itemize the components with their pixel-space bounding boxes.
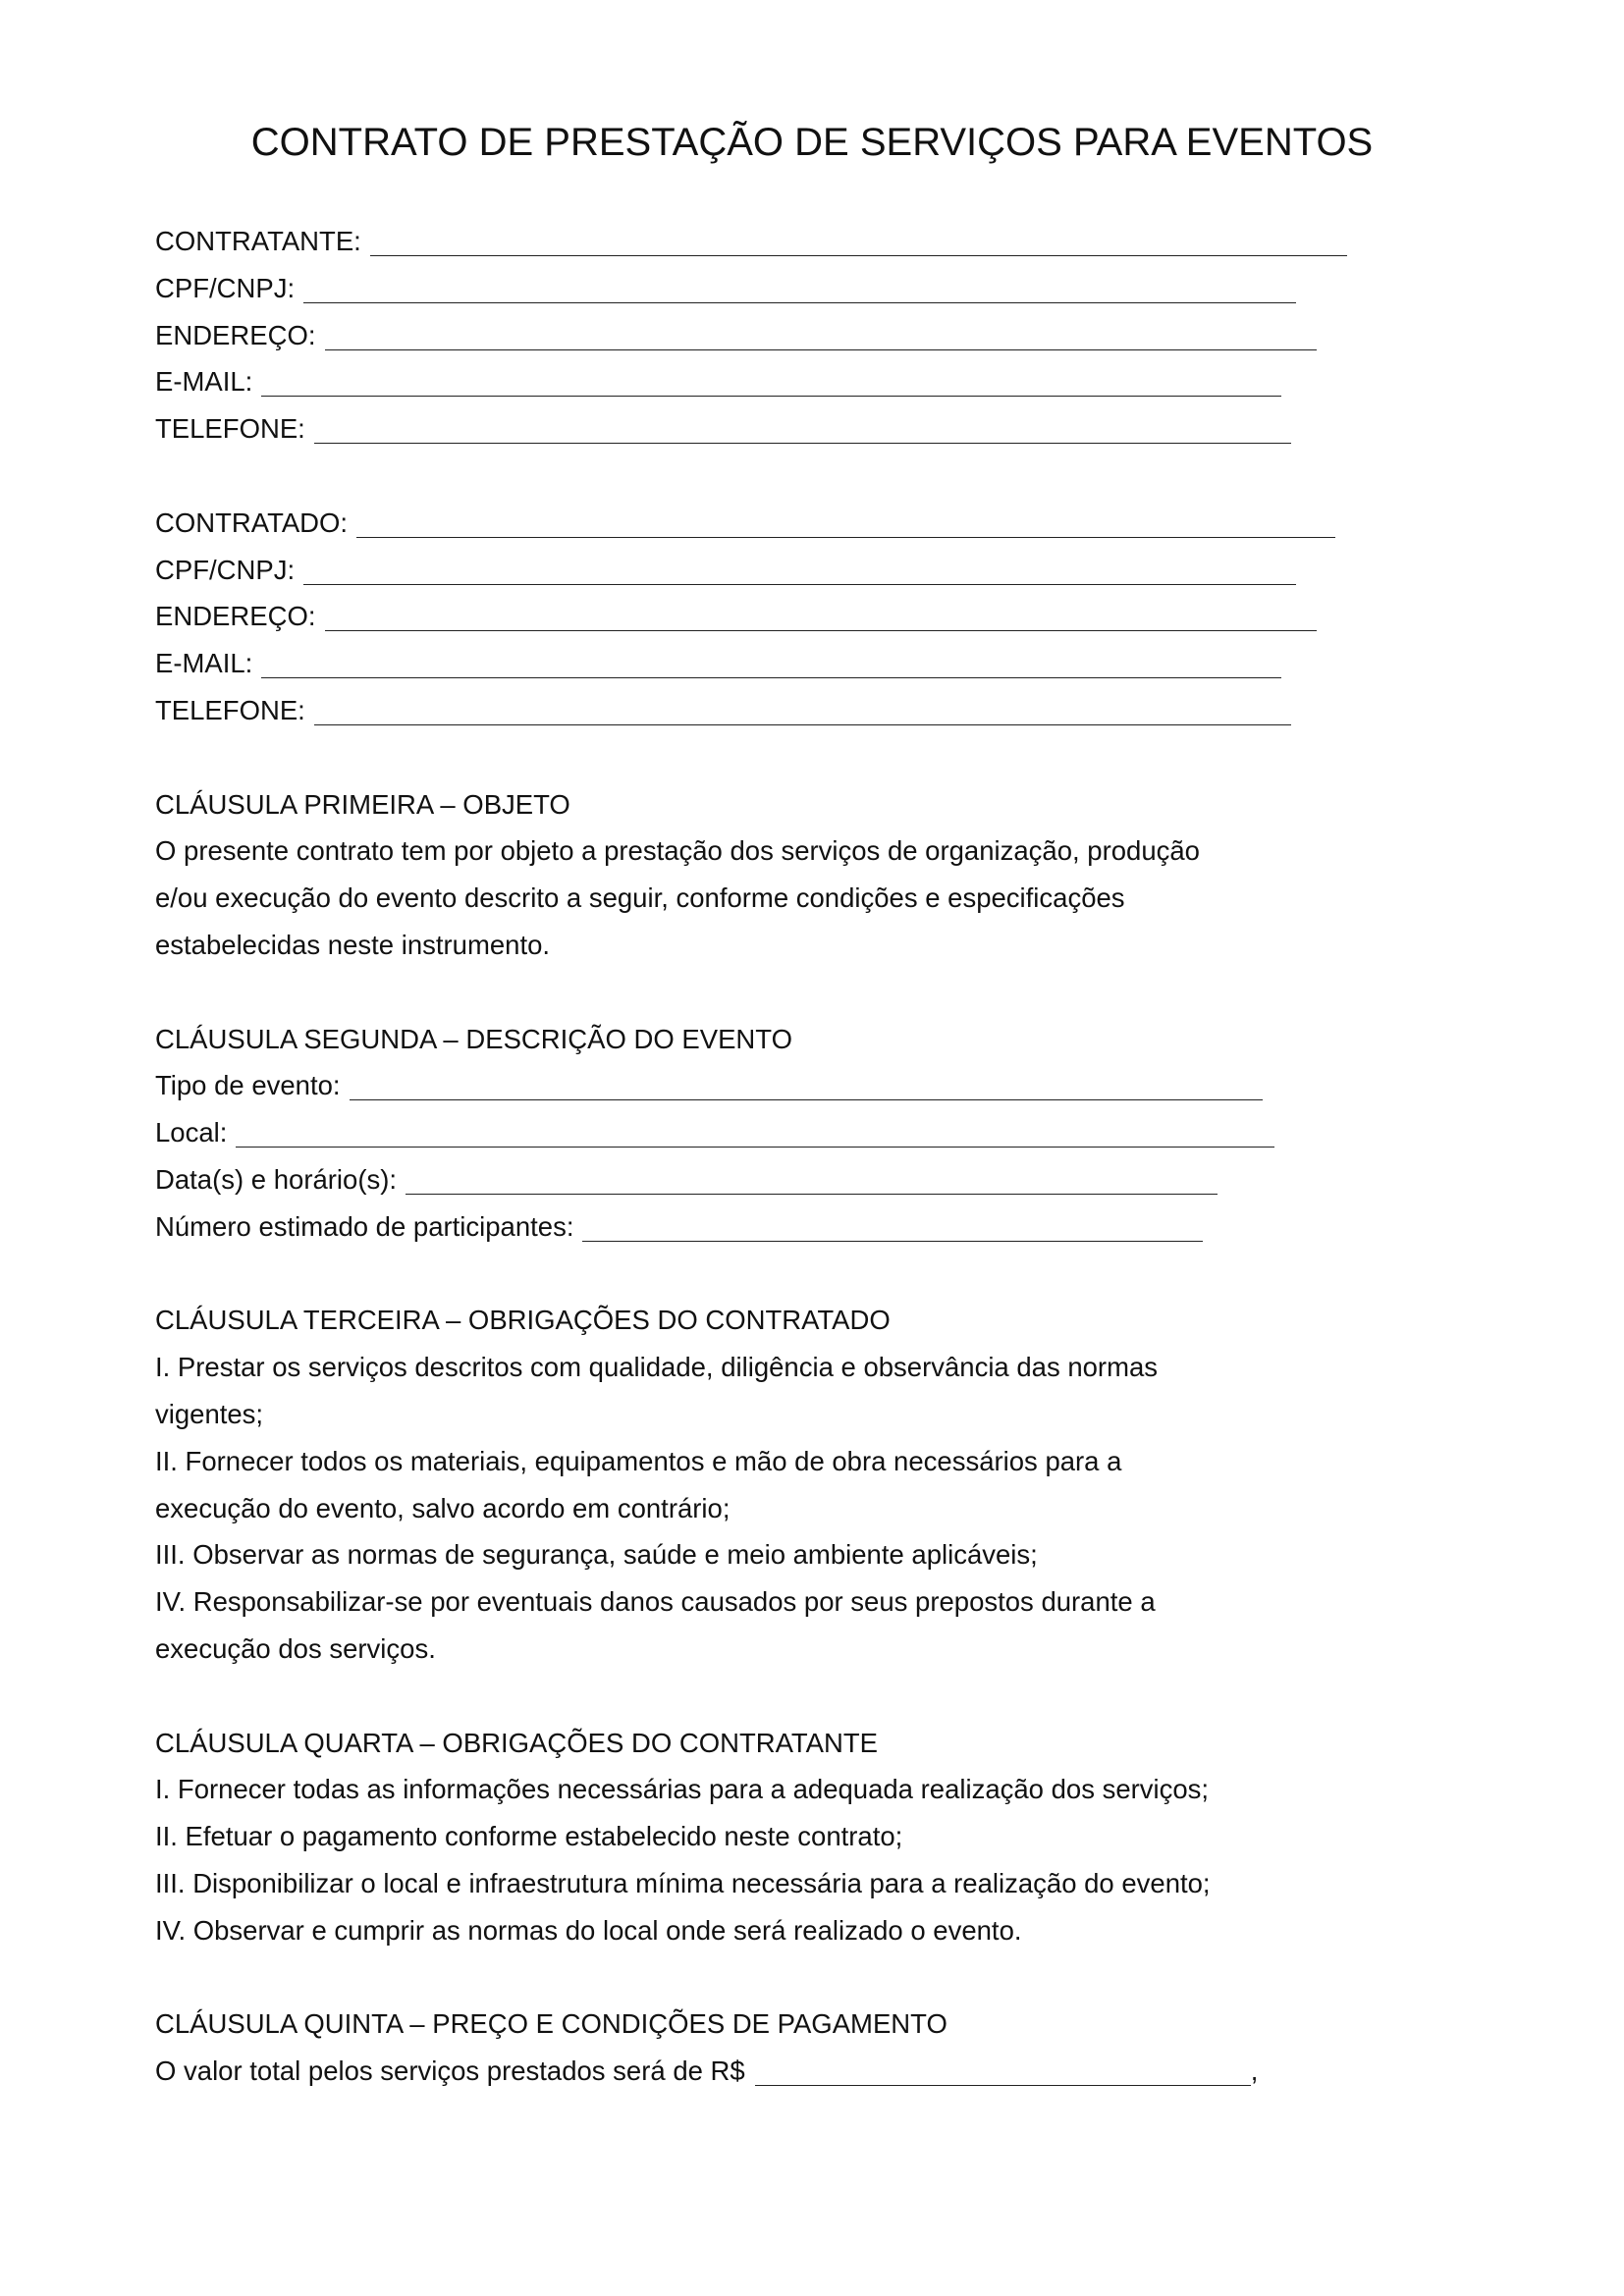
data-horario-field bbox=[155, 1156, 1471, 1203]
spacer bbox=[155, 734, 1471, 781]
spacer bbox=[155, 1953, 1471, 2001]
tipo-evento-label: Tipo de evento: bbox=[155, 1070, 341, 1101]
spacer bbox=[155, 1251, 1471, 1298]
participantes-blank[interactable] bbox=[582, 1211, 1203, 1242]
contratado-email-label: E-MAIL: bbox=[155, 648, 253, 679]
contract-body bbox=[155, 218, 1471, 2095]
participantes-field bbox=[155, 1203, 1471, 1251]
clausula-segunda-heading: CLÁUSULA SEGUNDA – DESCRIÇÃO DO EVENTO bbox=[155, 1023, 792, 1054]
contratado-address-field bbox=[155, 593, 1471, 640]
contratante-address-label: ENDEREÇO: bbox=[155, 319, 316, 350]
price-blank[interactable] bbox=[755, 2056, 1251, 2086]
data-horario-blank[interactable] bbox=[406, 1164, 1218, 1195]
contratado-doc-label: CPF/CNPJ: bbox=[155, 554, 296, 585]
tipo-evento-field bbox=[155, 1062, 1471, 1109]
contratante-name-blank[interactable] bbox=[370, 226, 1347, 256]
price-label: O valor total pelos serviços prestados será de R$ bbox=[155, 2056, 745, 2087]
contratante-phone-label: TELEFONE: bbox=[155, 413, 305, 445]
spacer bbox=[155, 969, 1471, 1016]
contratado-address-blank[interactable] bbox=[325, 601, 1317, 631]
contratado-phone-field bbox=[155, 687, 1471, 734]
data-horario-label: Data(s) e horário(s): bbox=[155, 1163, 398, 1195]
clausula-quarta-item: I. Fornecer todas as informações necessárias para a adequada realização dos serviços; bbox=[155, 1774, 1210, 1805]
price-suffix: , bbox=[1250, 2056, 1259, 2087]
contratante-email-field bbox=[155, 358, 1471, 405]
spacer bbox=[155, 453, 1471, 500]
contratante-address-field bbox=[155, 312, 1471, 359]
contratante-phone-blank[interactable] bbox=[314, 413, 1291, 444]
contratado-name-blank[interactable] bbox=[356, 507, 1335, 538]
tipo-evento-blank[interactable] bbox=[350, 1070, 1263, 1100]
contratado-name-field bbox=[155, 500, 1471, 547]
spacer bbox=[155, 1673, 1471, 1720]
contratante-name-field bbox=[155, 218, 1471, 265]
clausula-terceira-item: I. Prestar os serviços descritos com qualidade, diligência e observância das normas vigentes; bbox=[155, 1352, 1159, 1429]
contratante-email-blank[interactable] bbox=[261, 366, 1281, 397]
contratado-phone-blank[interactable] bbox=[314, 695, 1291, 725]
contratado-email-blank[interactable] bbox=[261, 648, 1281, 678]
contratante-doc-blank[interactable] bbox=[303, 273, 1296, 303]
clausula-terceira-item: II. Fornecer todos os materiais, equipamentos e mão de obra necessários para a execução do evento, salvo acordo em contrário; bbox=[155, 1445, 1122, 1523]
contratado-address-label: ENDEREÇO: bbox=[155, 601, 316, 632]
clausula-quarta-heading: CLÁUSULA QUARTA – OBRIGAÇÕES DO CONTRATANTE bbox=[155, 1727, 879, 1758]
clausula-primeira-heading: CLÁUSULA PRIMEIRA – OBJETO bbox=[155, 788, 570, 820]
local-blank[interactable] bbox=[236, 1117, 1274, 1148]
local-label: Local: bbox=[155, 1117, 228, 1148]
contratante-doc-label: CPF/CNPJ: bbox=[155, 272, 296, 303]
contratado-email-field bbox=[155, 640, 1471, 687]
contratante-address-blank[interactable] bbox=[325, 320, 1317, 350]
contratado-doc-blank[interactable] bbox=[303, 555, 1296, 585]
price-field bbox=[155, 2048, 1471, 2095]
clausula-terceira-item: IV. Responsabilizar-se por eventuais danos causados por seus prepostos durante a execução dos serviços. bbox=[155, 1586, 1156, 1664]
document-title: CONTRATO DE PRESTAÇÃO DE SERVIÇOS PARA EVENTOS bbox=[250, 121, 1374, 164]
clausula-terceira-heading: CLÁUSULA TERCEIRA – OBRIGAÇÕES DO CONTRATADO bbox=[155, 1305, 891, 1336]
contratado-name-label: CONTRATADO: bbox=[155, 507, 349, 538]
clausula-quinta-heading: CLÁUSULA QUINTA – PREÇO E CONDIÇÕES DE PAGAMENTO bbox=[155, 2008, 947, 2040]
contratante-email-label: E-MAIL: bbox=[155, 366, 253, 398]
contratado-doc-field bbox=[155, 547, 1471, 594]
contratante-doc-field bbox=[155, 265, 1471, 312]
contratado-phone-label: TELEFONE: bbox=[155, 694, 305, 725]
clausula-quarta-item: IV. Observar e cumprir as normas do local onde será realizado o evento. bbox=[155, 1914, 1022, 1946]
local-field bbox=[155, 1109, 1471, 1156]
clausula-quarta-item: III. Disponibilizar o local e infraestrutura mínima necessária para a realização do evento; bbox=[155, 1867, 1211, 1898]
clausula-quarta-item: II. Efetuar o pagamento conforme estabelecido neste contrato; bbox=[155, 1821, 903, 1852]
contratante-phone-field bbox=[155, 405, 1471, 453]
contratante-name-label: CONTRATANTE: bbox=[155, 226, 361, 256]
clausula-terceira-item: III. Observar as normas de segurança, saúde e meio ambiente aplicáveis; bbox=[155, 1539, 1038, 1571]
clausula-primeira-text: O presente contrato tem por objeto a prestação dos serviços de organização, produção e/ou execução do evento descrito a seguir, conforme condições e especificações estabelecidas neste instrumento. bbox=[155, 835, 1200, 960]
participantes-label: Número estimado de participantes: bbox=[155, 1210, 574, 1242]
